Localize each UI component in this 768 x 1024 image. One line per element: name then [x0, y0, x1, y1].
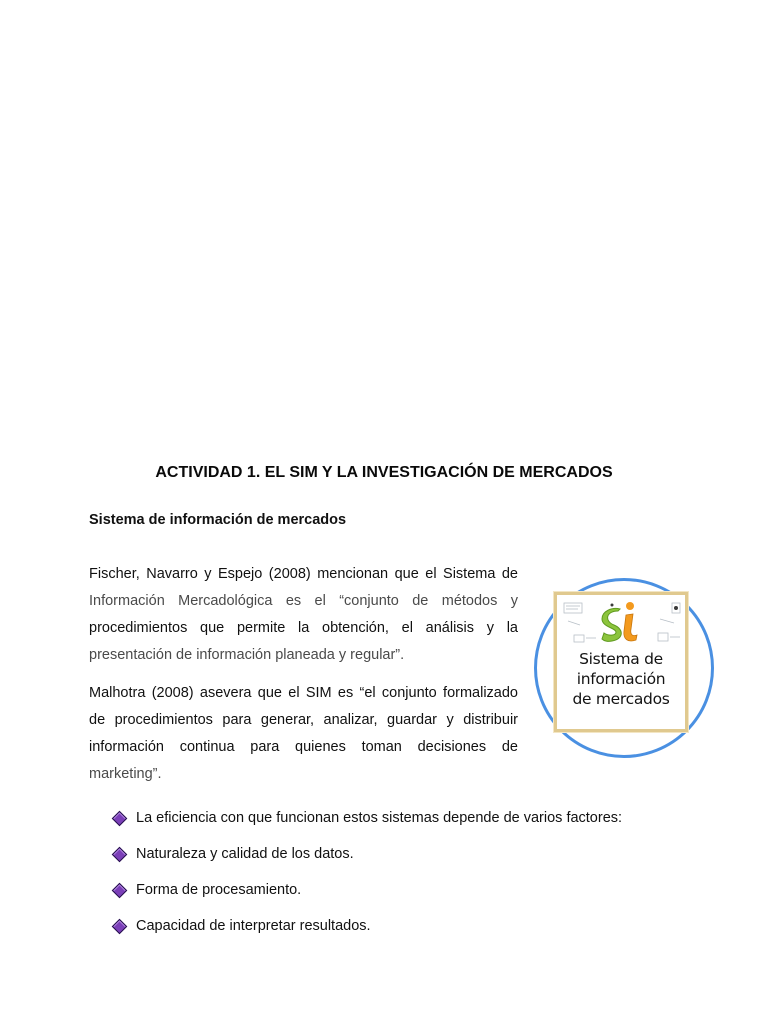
si-mark — [602, 602, 637, 641]
paragraph-line: marketing”. — [89, 766, 162, 782]
diamond-bullet-icon — [112, 810, 128, 826]
logo-card — [554, 592, 688, 732]
diamond-bullet-icon — [112, 846, 128, 862]
paragraph-line: presentación de información planeada y regular”. — [89, 647, 405, 663]
list-item-text: Capacidad de interpretar resultados. — [136, 918, 371, 934]
list-item-text: Forma de procesamiento. — [136, 882, 302, 898]
paragraph-line: Información Mercadológica es el “conjunto de métodos y — [89, 593, 518, 609]
logo-graphic — [560, 597, 688, 653]
list-item — [111, 872, 711, 908]
logo-text-line: de mercados — [572, 690, 670, 708]
paragraph-line: procedimientos que permite la obtención, el análisis y la — [89, 620, 518, 636]
diamond-bullet-icon — [112, 882, 128, 898]
paragraph-line: Fischer, Navarro y Espejo (2008) mencionan que el Sistema de — [89, 566, 518, 582]
list-item-text: La eficiencia con que funcionan estos sistemas depende de varios factores: — [136, 810, 623, 826]
paragraph-line: información continua para quienes toman decisiones de — [89, 739, 518, 755]
logo-text — [557, 649, 685, 709]
list-item — [111, 836, 711, 872]
logo-text-line: Sistema de — [579, 650, 663, 668]
factor-list — [111, 800, 711, 944]
list-item-text: Naturaleza y calidad de los datos. — [136, 846, 354, 862]
logo-text-line: información — [576, 670, 666, 688]
sim-logo — [534, 578, 714, 758]
paragraph-line: Malhotra (2008) asevera que el SIM es “el conjunto formalizado — [89, 685, 518, 701]
page-title: ACTIVIDAD 1. EL SIM Y LA INVESTIGACIÓN DE MERCADOS — [155, 464, 613, 481]
diamond-bullet-icon — [112, 918, 128, 934]
paragraph-line: de procedimientos para generar, analizar, guardar y distribuir — [89, 712, 518, 728]
paragraph-fischer — [89, 561, 518, 669]
section-heading: Sistema de información de mercados — [89, 512, 347, 528]
paragraph-malhotra — [89, 680, 518, 788]
list-item — [111, 908, 711, 944]
list-item — [111, 800, 711, 836]
